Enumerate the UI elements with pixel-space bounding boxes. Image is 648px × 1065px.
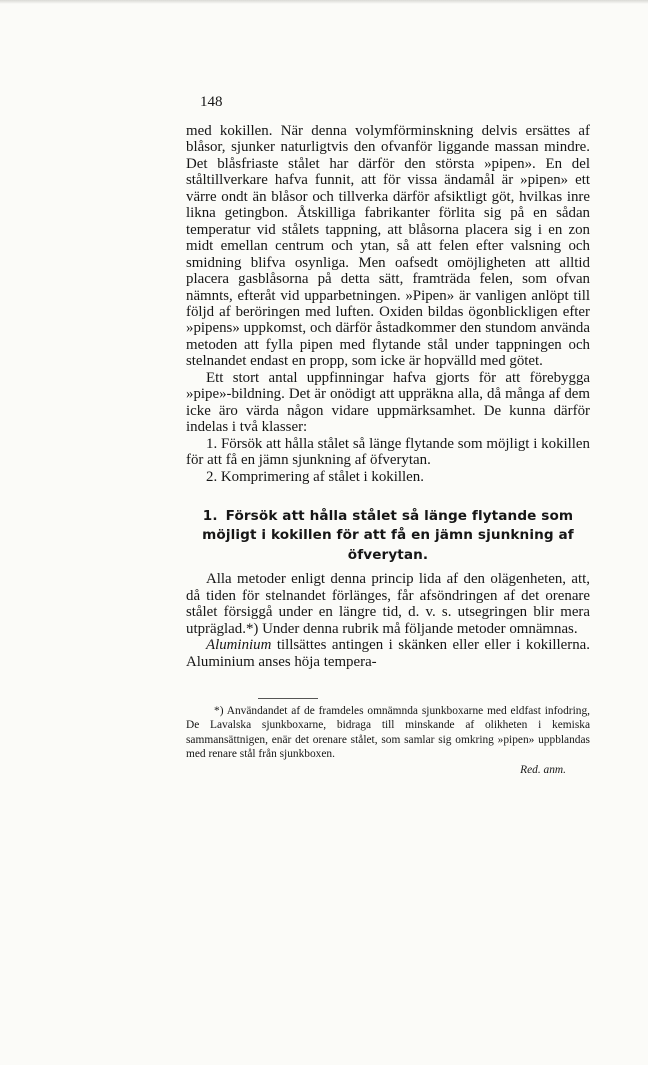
book-page bbox=[186, 93, 590, 777]
page-top-edge bbox=[0, 0, 648, 4]
section-heading bbox=[186, 507, 590, 566]
paragraph-text: tillsättes antingen i skänken eller eller i kokillerna. Aluminium anses höja tempera- bbox=[186, 637, 590, 670]
aluminium-term: Aluminium bbox=[206, 637, 272, 654]
body-paragraph: med kokillen. När denna volymförminskning delvis ersättes af blåsor, sjunker naturligtvis den ofvanför liggande massan mindre. Det blåsfriaste stålet har därför den största »pipen». En del ståltillverkare hafva funnit, att för vissa ändamål är »pipen» ett värre ondt än blåsor och tillverka därför afsiktligt göt, hvilkas inre likna getingbon. Åtskilliga fabrikanter förlita sig på en sådan temperatur vid stålets tappning, att blåsorna placera sig i en zon midt emellan centrum och ytan, så att felen efter valsning och smidning blifva osynliga. Men oafsedt omöjligheten att alltid placera gasblåsorna på detta sätt, framträda felen, som ofvan nämnts, efteråt vid upparbetningen. »Pipen» är vanligen anlöpt till följd af beröringen med luften. Oxiden bildas ögonblickligen efter »pipens» uppkomst, och därför åstadkommer den stundom använda metoden att fylla pipen med flytande stål under tappningen och stelnandet endast en propp, som icke är hopvälld med götet. bbox=[186, 123, 590, 370]
footnote bbox=[186, 704, 590, 761]
body-paragraph: Ett stort antal uppfinningar hafva gjorts för att förebygga »pipe»-bildning. Det är onödigt att uppräkna alla, då många af dem icke äro värda någon vidare uppmärksamhet. De kunna därför indelas i två klasser: bbox=[186, 369, 590, 436]
editor-note: Red. anm. bbox=[520, 764, 566, 777]
body-paragraph bbox=[186, 637, 590, 670]
page-number: 148 bbox=[200, 94, 223, 110]
section-title: Försök att hålla stålet så länge flytande som möjligt i kokillen för att få en jämn sjunkning af öfverytan. bbox=[202, 507, 574, 563]
list-item: 2. Komprimering af stålet i kokillen. bbox=[206, 468, 424, 485]
footnote-text: *) Användandet af de framdeles omnämnda sjunkboxarne med eldfast infodring, De Lavalska sjunkboxarne, bidraga till minskande af olikheten i kemiska sammansättnigen, enär det orenare stålet, som samlar sig omkring »pipen» uppblandas med renare stål från sjunkboxen. bbox=[186, 705, 590, 761]
footnote-divider bbox=[258, 698, 318, 699]
section-number: 1. bbox=[202, 507, 218, 524]
body-paragraph: Alla metoder enligt denna princip lida af den olägenheten, att, då tiden för stelnandet förlänges, får afsöndringen af det orenare stålet försiggå under en längre tid, d. v. s. utsegringen blir mera utpräglad.*) Under denna rubrik må följande metoder omnämnas. bbox=[186, 571, 590, 637]
list-item: 1. Försök att hålla stålet så länge flytande som möjligt i kokillen för att få en jämn sjunkning af öfverytan. bbox=[186, 435, 590, 469]
